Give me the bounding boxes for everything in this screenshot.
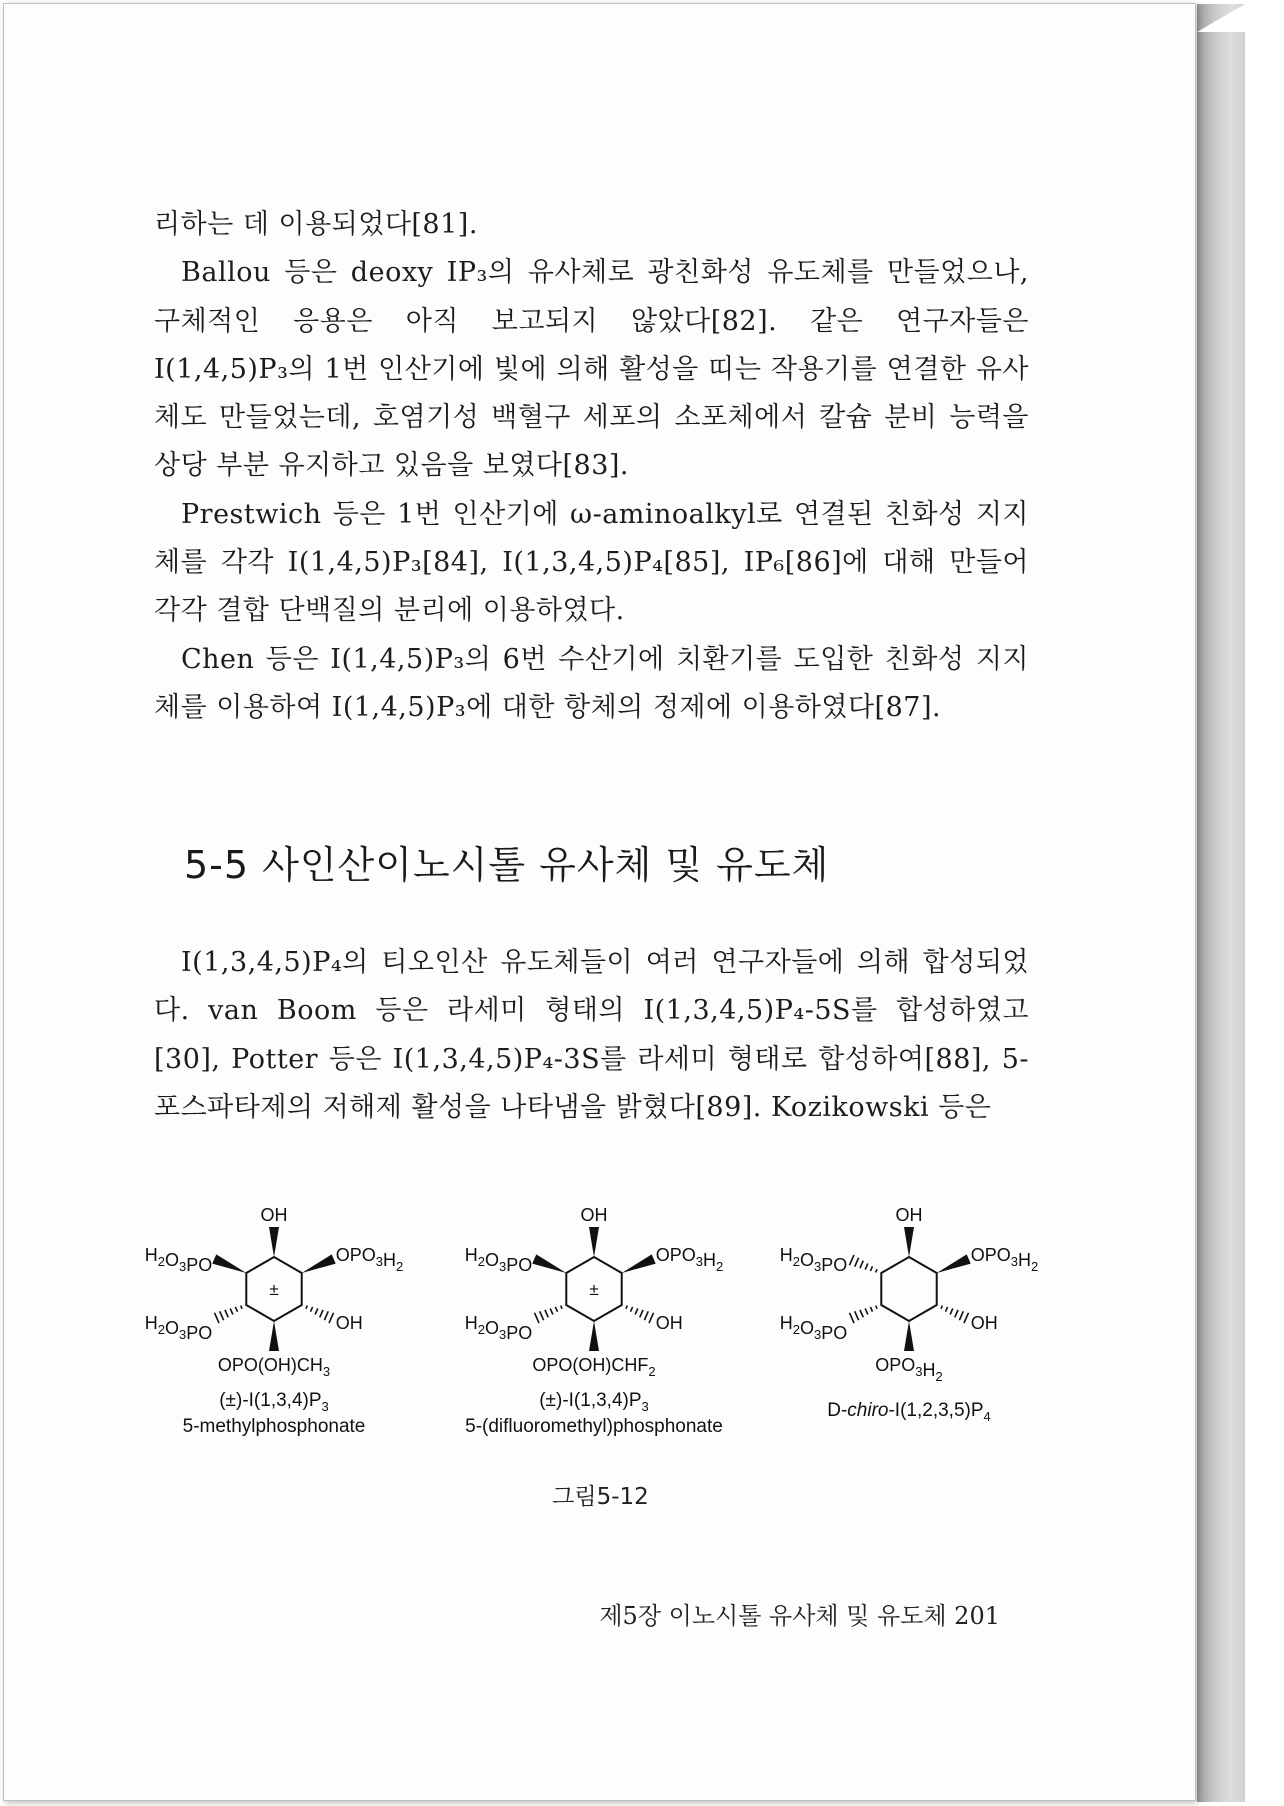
compound-2 (465, 1205, 723, 1437)
bond-lower-right (306, 1306, 334, 1324)
label-top: OH (580, 1205, 608, 1225)
label-upper-right: $OPO_3H_2$ (655, 1245, 724, 1274)
bond-upper-right (302, 1254, 336, 1273)
label-bottom: $OPO_3H_2$ (875, 1355, 943, 1384)
label-lower-right: OH (335, 1313, 363, 1333)
label-lower-left: $H_2O_3PO$ (779, 1313, 848, 1343)
bond-upper-left (212, 1254, 246, 1273)
book-page (3, 3, 1196, 1801)
paragraph-chen: Chen 등은 I(1,4,5)P₃의 6번 수산기에 치환기를 도입한 친화성 지지체를 이용하여 I(1,4,5)P₃에 대한 항체의 정제에 이용하였다[87]. (154, 643, 1029, 723)
compound-1 (145, 1205, 403, 1437)
label-upper-right: $OPO_3H_2$ (970, 1245, 1039, 1274)
label-bottom: $OPO(OH)CHF_2$ (532, 1355, 656, 1379)
bond-upper-left (849, 1255, 877, 1273)
bond-lower-right (941, 1306, 969, 1324)
spine-corner (1197, 4, 1245, 32)
cyclohexane-ring (881, 1257, 936, 1321)
chemical-structures-figure (114, 1194, 1074, 1454)
bond-top (269, 1227, 279, 1257)
compound-name: $(\pm)-I(1,3,4)P_3$ (539, 1390, 649, 1414)
racemic-mark: ± (269, 1280, 279, 1299)
label-upper-left: $H_2O_3PO$ (464, 1245, 533, 1275)
bond-lower-left (849, 1306, 877, 1324)
paragraph-1: 리하는 데 이용되었다[81]. (154, 209, 478, 240)
bond-upper-right (622, 1254, 656, 1273)
figure-caption: 그림5-12 (552, 1484, 649, 1510)
label-bottom: $OPO(OH)CH_3$ (217, 1355, 331, 1379)
bond-upper-left (532, 1254, 566, 1273)
book-spine (1197, 4, 1245, 1802)
label-top: OH (895, 1205, 923, 1225)
bond-lower-left (214, 1306, 242, 1324)
compound-name: $D-chiro-I(1,2,3,5)P_4$ (827, 1400, 991, 1424)
bond-bottom (904, 1321, 914, 1351)
racemic-mark: ± (589, 1280, 599, 1299)
label-upper-left: $H_2O_3PO$ (779, 1245, 848, 1275)
label-lower-right: OH (970, 1313, 998, 1333)
paragraph-ballou: Ballou 등은 deoxy IP₃의 유사체로 광친화성 유도체를 만들었으나, 구체적인 응용은 아직 보고되지 않았다[82]. 같은 연구자들은 I(1,4,5)P₃의 1번 인산기에 빛에 의해 활성을 띠는 작용기를 연결한 유사체도 만들었는데, 호염기성 백혈구 세포의 소포체에서 칼슘 분비 능력을 상당 부분 유지하고 있음을 보였다[83]. (154, 257, 1029, 482)
page-footer: 제5장 이노시톨 유사체 및 유도체 201 (599, 1602, 1000, 1630)
compound-name-line2: 5-methylphosphonate (182, 1416, 366, 1437)
body-text-top (154, 201, 1029, 732)
label-lower-left: $H_2O_3PO$ (144, 1313, 213, 1343)
paragraph-thiophosphate: I(1,3,4,5)P₄의 티오인산 유도체들이 여러 연구자들에 의해 합성되었다. van Boom 등은 라세미 형태의 I(1,3,4,5)P₄-5S를 합성하였고 [30], Potter 등은 I(1,3,4,5)P₄-3S를 라세미 형태로 합성하여[88], 5-포스파타제의 저해제 활성을 나타냄을 밝혔다[89]. Kozikowski 등은 (154, 947, 1029, 1123)
compound-name-line2: 5-(difluoromethyl)phosphonate (465, 1416, 723, 1437)
bond-lower-left (534, 1306, 562, 1324)
label-upper-right: $OPO_3H_2$ (335, 1245, 404, 1274)
compound-3 (780, 1205, 1038, 1424)
bond-top (904, 1227, 914, 1257)
paragraph-prestwich: Prestwich 등은 1번 인산기에 ω-aminoalkyl로 연결된 친화성 지지체를 각각 I(1,4,5)P₃[84], I(1,3,4,5)P₄[85], IP₆[86]에 대해 만들어 각각 결합 단백질의 분리에 이용하였다. (154, 498, 1029, 627)
compound-name: $(\pm)-I(1,3,4)P_3$ (219, 1390, 329, 1414)
bond-lower-right (626, 1306, 654, 1324)
label-lower-left: $H_2O_3PO$ (464, 1313, 533, 1343)
bond-bottom (269, 1321, 279, 1351)
body-text-bottom (154, 939, 1029, 1132)
structures-svg (114, 1194, 1074, 1454)
section-heading: 5-5 사인산이노시톨 유사체 및 유도체 (184, 843, 830, 887)
bond-upper-right (937, 1254, 971, 1273)
label-top: OH (260, 1205, 288, 1225)
label-upper-left: $H_2O_3PO$ (144, 1245, 213, 1275)
bond-bottom (589, 1321, 599, 1351)
label-lower-right: OH (655, 1313, 683, 1333)
bond-top (589, 1227, 599, 1257)
